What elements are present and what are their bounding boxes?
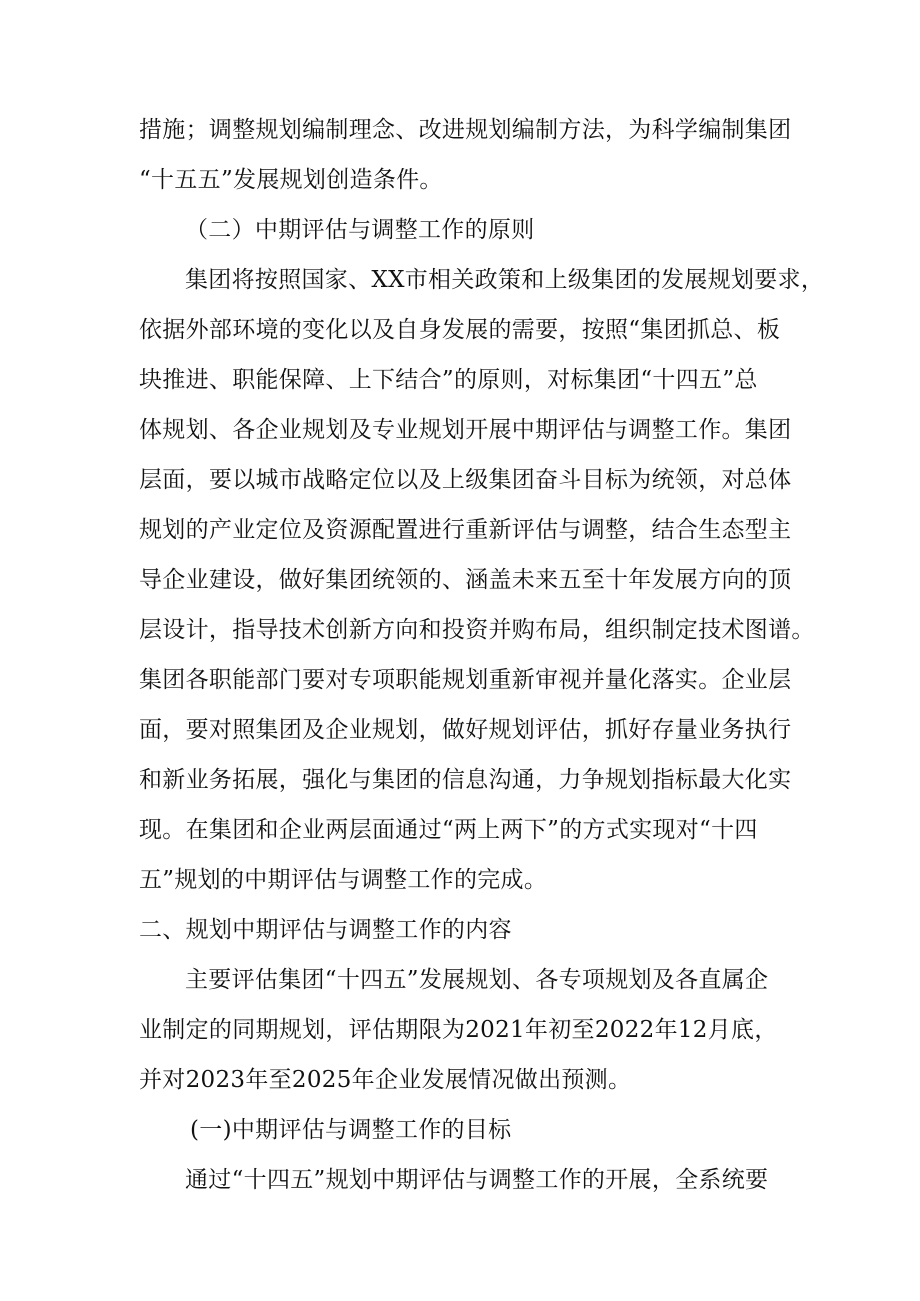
paragraph-line: 导企业建设，做好集团统领的、涵盖未来五至十年发展方向的顶 [139,567,792,593]
paragraph-line: 块推进、职能保障、上下结合”的原则，对标集团“十四五”总 [139,367,758,393]
paragraph-line: 主要评估集团“十四五”发展规划、各专项规划及各直属企 [185,967,769,993]
paragraph-line: “十五五”发展规划创造条件。 [139,167,443,193]
paragraph-line: 体规划、各企业规划及专业规划开展中期评估与调整工作。集团 [139,417,792,443]
paragraph-line: 业制定的同期规划，评估期限为2021年初至2022年12月底， [139,1017,778,1043]
section-heading-content: 二、规划中期评估与调整工作的内容 [139,917,512,943]
paragraph-line: 层面，要以城市战略定位以及上级集团奋斗目标为统领，对总体 [139,467,792,493]
paragraph-line: 现。在集团和企业两层面通过“两上两下”的方式实现对“十四 [139,817,758,843]
paragraph-line: 通过“十四五”规划中期评估与调整工作的开展，全系统要 [185,1167,769,1193]
paragraph-line: 集团将按照国家、XX市相关政策和上级集团的发展规划要求， [185,267,825,293]
paragraph-line: 并对2023年至2025年企业发展情况做出预测。 [139,1067,632,1093]
section-heading-goals: (一)中期评估与调整工作的目标 [190,1117,512,1143]
paragraph-line: 五”规划的中期评估与调整工作的完成。 [139,867,548,893]
paragraph-line: 依据外部环境的变化以及自身发展的需要，按照“集团抓总、板 [139,317,781,343]
paragraph-line: 措施；调整规划编制理念、改进规划编制方法，为科学编制集团 [139,117,792,143]
section-heading-principles: （二）中期评估与调整工作的原则 [185,217,535,243]
paragraph-line: 和新业务拓展，强化与集团的信息沟通，力争规划指标最大化实 [139,767,792,793]
paragraph-line: 集团各职能部门要对专项职能规划重新审视并量化落实。企业层 [139,667,792,693]
paragraph-line: 层设计，指导技术创新方向和投资并购布局，组织制定技术图谱。 [139,617,815,643]
paragraph-line: 面，要对照集团及企业规划，做好规划评估，抓好存量业务执行 [139,717,792,743]
paragraph-line: 规划的产业定位及资源配置进行重新评估与调整，结合生态型主 [139,517,792,543]
